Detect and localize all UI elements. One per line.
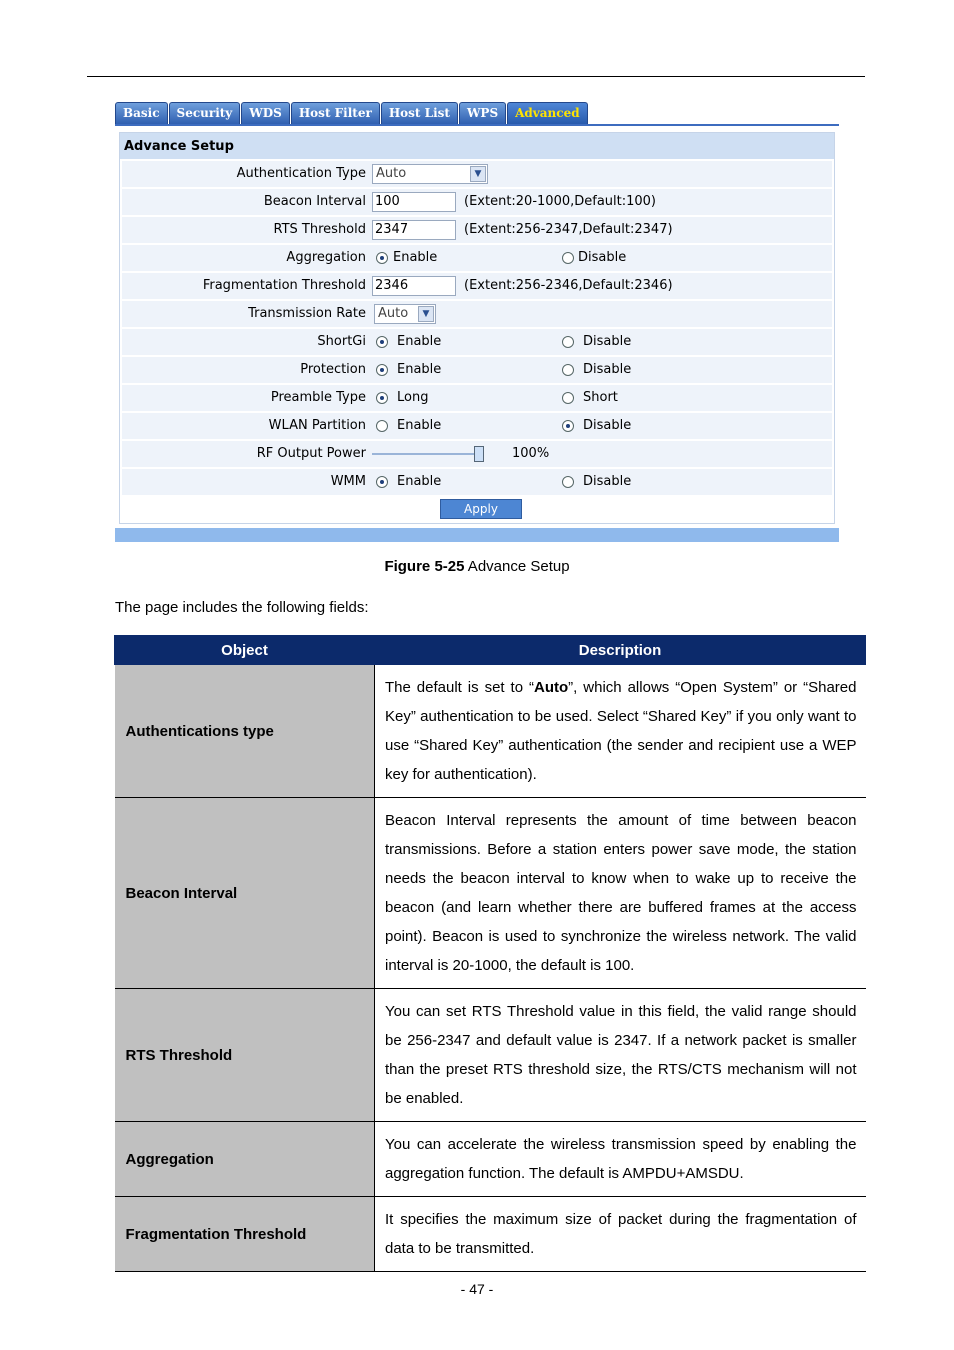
transmission-rate-value: Auto (378, 306, 409, 321)
preamble-short-label: Short (583, 390, 618, 405)
intro-text: The page includes the following fields: (115, 599, 369, 616)
authentication-type-value: Auto (376, 166, 407, 181)
tab-bar (115, 102, 589, 126)
protection-enable-radio[interactable] (376, 364, 388, 376)
table-row (115, 1122, 866, 1197)
table-header-row (115, 636, 866, 665)
authentication-type-label: Authentication Type (236, 166, 366, 181)
rf-power-value: 100% (512, 446, 550, 461)
figure-number: Figure 5-25 (384, 558, 465, 575)
page-number: - 47 - (460, 1281, 494, 1297)
rf-output-power-label: RF Output Power (256, 446, 366, 461)
row-transmission-rate (122, 301, 832, 327)
rf-power-slider-handle[interactable] (474, 446, 484, 462)
shortgi-disable-radio[interactable] (562, 336, 574, 348)
shortgi-label: ShortGi (317, 334, 366, 349)
rf-power-slider-track[interactable] (372, 453, 482, 455)
protection-disable-radio[interactable] (562, 364, 574, 376)
aggregation-enable-radio[interactable] (376, 252, 388, 264)
object-cell: RTS Threshold (115, 989, 375, 1122)
table-row (115, 989, 866, 1122)
header-rule (87, 76, 865, 77)
header-object: Object (115, 636, 375, 665)
description-cell: You can accelerate the wireless transmission speed by enabling the aggregation function. The default is AMPDU+AMSDU. (375, 1122, 866, 1197)
row-rts-threshold (122, 217, 832, 243)
header-description: Description (375, 636, 866, 665)
row-aggregation (122, 245, 832, 271)
advance-setup-panel (119, 132, 835, 524)
wlan-partition-label: WLAN Partition (268, 418, 366, 433)
rts-threshold-hint: (Extent:256-2347,Default:2347) (464, 222, 673, 237)
fragmentation-threshold-label: Fragmentation Threshold (202, 278, 366, 293)
apply-row (122, 497, 832, 521)
description-cell: It specifies the maximum size of packet during the fragmentation of data to be transmitted. (375, 1197, 866, 1272)
row-protection (122, 357, 832, 383)
fragmentation-threshold-hint: (Extent:256-2346,Default:2346) (464, 278, 673, 293)
wmm-disable-label: Disable (583, 474, 632, 489)
row-authentication-type (122, 161, 832, 187)
rts-threshold-label: RTS Threshold (273, 222, 366, 237)
table-row (115, 798, 866, 989)
fields-table (114, 635, 866, 1272)
panel-title: Advance Setup (120, 133, 834, 159)
aggregation-label: Aggregation (286, 250, 366, 265)
row-wmm (122, 469, 832, 495)
transmission-rate-select[interactable] (374, 304, 436, 324)
authentication-type-select[interactable] (372, 164, 488, 184)
transmission-rate-label: Transmission Rate (248, 306, 366, 321)
wlan-partition-disable-label: Disable (583, 418, 632, 433)
figure-title: Advance Setup (464, 558, 570, 575)
protection-enable-label: Enable (397, 362, 442, 377)
chevron-down-icon: ▼ (470, 166, 486, 182)
shortgi-enable-radio[interactable] (376, 336, 388, 348)
row-wlan-partition (122, 413, 832, 439)
shortgi-enable-label: Enable (397, 334, 442, 349)
tab-basic[interactable]: Basic (115, 102, 168, 124)
preamble-long-label: Long (397, 390, 429, 405)
protection-label: Protection (300, 362, 366, 377)
row-fragmentation-threshold (122, 273, 832, 299)
beacon-interval-input[interactable]: 100 (372, 192, 456, 212)
tab-security[interactable]: Security (169, 102, 241, 124)
wmm-disable-radio[interactable] (562, 476, 574, 488)
tab-underline (115, 124, 839, 126)
aggregation-disable-radio[interactable] (562, 252, 574, 264)
ui-footer-bar (115, 528, 839, 542)
aggregation-disable-label: Disable (578, 250, 627, 265)
tab-wds[interactable]: WDS (241, 102, 290, 124)
beacon-interval-label: Beacon Interval (263, 194, 366, 209)
preamble-short-radio[interactable] (562, 392, 574, 404)
wmm-enable-label: Enable (397, 474, 442, 489)
object-cell: Authentications type (115, 665, 375, 798)
table-row (115, 665, 866, 798)
tab-advanced[interactable]: Advanced (507, 102, 588, 126)
description-cell: You can set RTS Threshold value in this field, the valid range should be 256-2347 and default value is 2347. If a network packet is smaller than the preset RTS threshold size, the RTS/CTS mechanism will not be enabled. (375, 989, 866, 1122)
row-rf-output-power (122, 441, 832, 467)
tab-host-filter[interactable]: Host Filter (291, 102, 380, 124)
fragmentation-threshold-input[interactable]: 2346 (372, 276, 456, 296)
table-row (115, 1197, 866, 1272)
apply-button[interactable]: Apply (440, 499, 522, 519)
beacon-interval-hint: (Extent:20-1000,Default:100) (464, 194, 657, 209)
wlan-partition-enable-radio[interactable] (376, 420, 388, 432)
wmm-enable-radio[interactable] (376, 476, 388, 488)
description-cell: The default is set to “Auto”, which allows “Open System” or “Shared Key” authentication to be used. Select “Shared Key” if you only want to use “Shared Key” authentication (the sender and recipient use a WEP key for authentication). (375, 665, 866, 798)
tab-wps[interactable]: WPS (459, 102, 506, 124)
wmm-label: WMM (330, 474, 366, 489)
preamble-long-radio[interactable] (376, 392, 388, 404)
description-cell: Beacon Interval represents the amount of time between beacon transmissions. Before a station enters power save mode, the station needs the beacon interval to know when to wake up to receive the beacon (and learn whether there are buffered frames at the access point). Beacon is used to synchronize the wireless network. The valid interval is 20-1000, the default is 100. (375, 798, 866, 989)
aggregation-enable-label: Enable (393, 250, 438, 265)
shortgi-disable-label: Disable (583, 334, 632, 349)
row-beacon-interval (122, 189, 832, 215)
object-cell: Aggregation (115, 1122, 375, 1197)
row-preamble-type (122, 385, 832, 411)
figure-caption (0, 558, 954, 575)
object-cell: Fragmentation Threshold (115, 1197, 375, 1272)
protection-disable-label: Disable (583, 362, 632, 377)
object-cell: Beacon Interval (115, 798, 375, 989)
tab-host-list[interactable]: Host List (381, 102, 458, 124)
wlan-partition-disable-radio[interactable] (562, 420, 574, 432)
wlan-partition-enable-label: Enable (397, 418, 442, 433)
row-shortgi (122, 329, 832, 355)
rts-threshold-input[interactable]: 2347 (372, 220, 456, 240)
advance-setup-screenshot (115, 100, 839, 542)
chevron-down-icon: ▼ (418, 306, 434, 322)
preamble-type-label: Preamble Type (270, 390, 366, 405)
